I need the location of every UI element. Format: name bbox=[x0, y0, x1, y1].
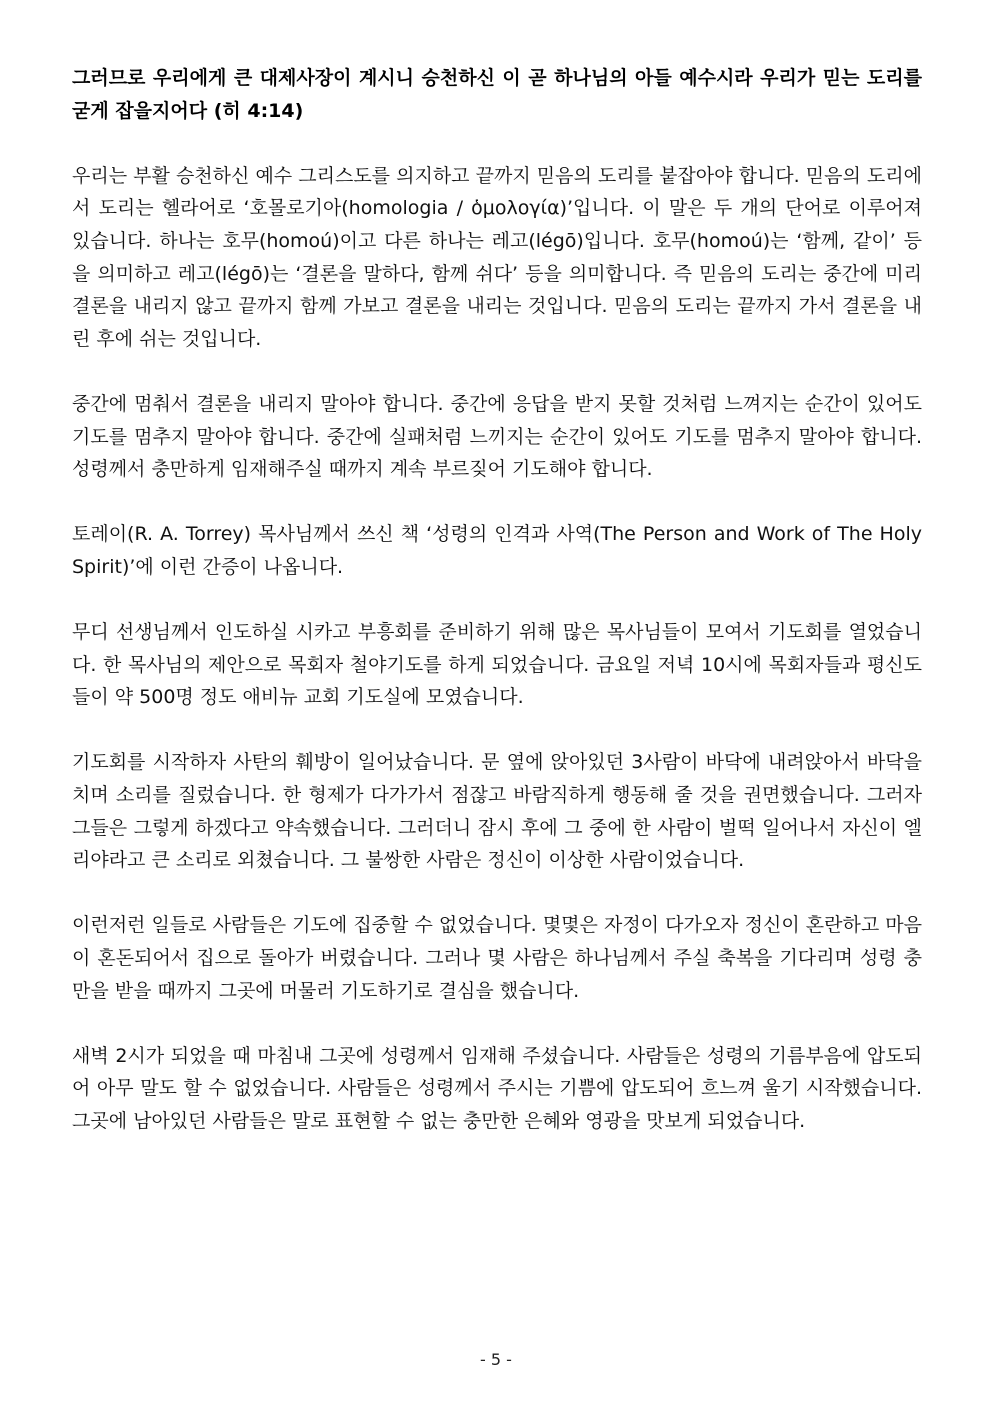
paragraph-spirit-came: 새벽 2시가 되었을 때 마침내 그곳에 성령께서 임재해 주셨습니다. 사람들은 성령의 기름부음에 압도되어 아무 말도 할 수 없었습니다. 사람들은 성령께서 주시는 기쁨에 압도되어 흐느껴 울기 시작했습니다. 그곳에 남아있던 사람들은 말로 표현할 수 없는 충만한 은혜와 영광을 맛보게 되었습니다. bbox=[72, 1044, 922, 1132]
paragraph-satan-disturbance: 기도회를 시작하자 사탄의 훼방이 일어났습니다. 문 옆에 앉아있던 3사람이 바닥에 내려앉아서 바닥을 치며 소리를 질렀습니다. 한 형제가 다가가서 점잖고 바람직하게 행동해 줄 것을 권면했습니다. 그러자 그들은 그렇게 하겠다고 약속했습니다. 그러더니 잠시 후에 그 중에 한 사람이 벌떡 일어나서 자신이 엘리야라고 큰 소리로 외쳤습니다. 그 불쌍한 사람은 정신이 이상한 사람이었습니다. bbox=[72, 751, 922, 872]
paragraph-homologia: 우리는 부활 승천하신 예수 그리스도를 의지하고 끝까지 믿음의 도리를 붙잡아야 합니다. 믿음의 도리에서 도리는 헬라어로 ‘호몰로기아(homologia / ὁμολογία)’입니다. 이 말은 두 개의 단어로 이루어져 있습니다. 하나는 호무(homoú)이고 다른 하나는 레고(légō)입니다. 호무(homoú)는 ‘함께, 같이’ 등을 의미하고 레고(légō)는 ‘결론을 말하다, 함께 쉬다’ 등을 의미합니다. 즉 믿음의 도리는 중간에 미리 결론을 내리지 않고 끝까지 함께 가보고 결론을 내리는 것입니다. 믿음의 도리는 끝까지 가서 결론을 내린 후에 쉬는 것입니다. bbox=[72, 164, 922, 350]
paragraph-keep-praying: 중간에 멈춰서 결론을 내리지 말아야 합니다. 중간에 응답을 받지 못할 것처럼 느껴지는 순간이 있어도 기도를 멈추지 말아야 합니다. 중간에 실패처럼 느끼지는 순간이 있어도 기도를 멈추지 말아야 합니다. 성령께서 충만하게 임재해주실 때까지 계속 부르짖어 기도해야 합니다. bbox=[72, 392, 922, 481]
document-body bbox=[72, 62, 922, 1170]
paragraph-torrey-book: 토레이(R. A. Torrey) 목사님께서 쓰신 책 ‘성령의 인격과 사역(The Person and Work of The Holy Spirit)’에 이런 간증이 나옵니다. bbox=[72, 523, 922, 578]
page-number: - 5 - bbox=[480, 1350, 512, 1369]
paragraph-people-left: 이런저런 일들로 사람들은 기도에 집중할 수 없었습니다. 몇몇은 자정이 다가오자 정신이 혼란하고 마음이 혼돈되어서 집으로 돌아가 버렸습니다. 그러나 몇 사람은 하나님께서 주실 축복을 기다리며 성령 충만을 받을 때까지 그곳에 머물러 기도하기로 결심을 했습니다. bbox=[72, 914, 922, 1002]
scripture-verse: 그러므로 우리에게 큰 대제사장이 계시니 승천하신 이 곧 하나님의 아들 예수시라 우리가 믿는 도리를 굳게 잡을지어다 (히 4:14) bbox=[72, 67, 922, 122]
paragraph-chicago-meeting: 무디 선생님께서 인도하실 시카고 부흥회를 준비하기 위해 많은 목사님들이 모여서 기도회를 열었습니다. 한 목사님의 제안으로 목회자 철야기도를 하게 되었습니다. 금요일 저녁 10시에 목회자들과 평신도들이 약 500명 정도 애비뉴 교회 기도실에 모였습니다. bbox=[72, 621, 922, 709]
